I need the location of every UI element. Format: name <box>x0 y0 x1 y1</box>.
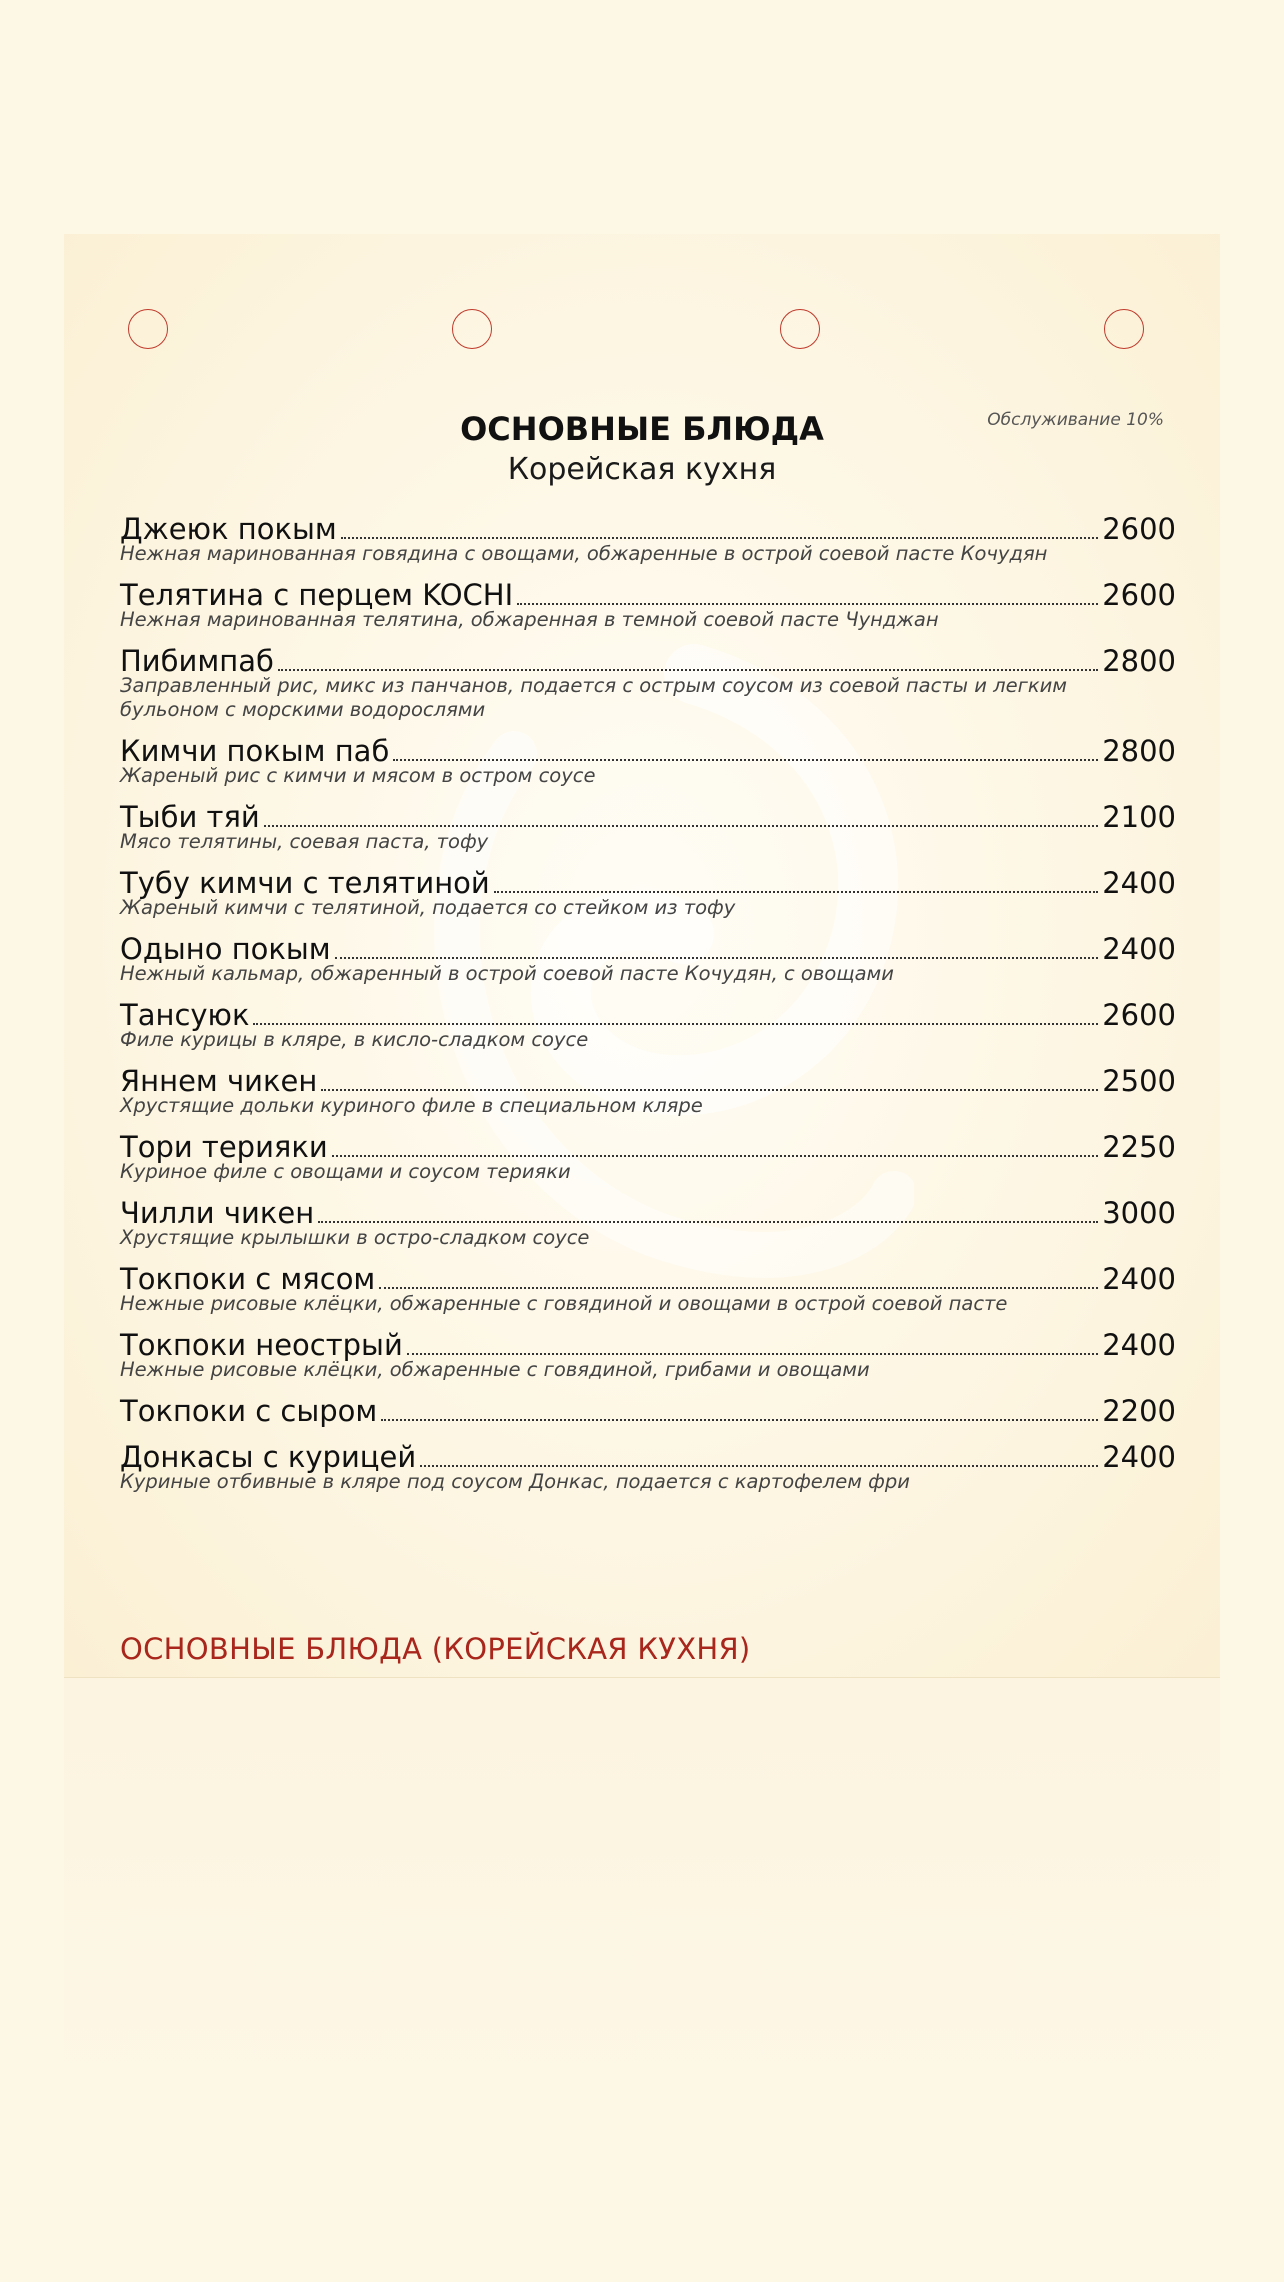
menu-item-price: 2400 <box>1102 1262 1176 1296</box>
dotted-leader <box>420 1465 1098 1467</box>
dotted-leader <box>393 759 1098 761</box>
page-bottom-area <box>64 1678 1220 2098</box>
menu-item-price: 2400 <box>1102 866 1176 900</box>
menu-item-line <box>120 866 1176 900</box>
menu-item-line <box>120 734 1176 768</box>
menu-item-name: Пибимпаб <box>120 644 274 678</box>
menu-item-description: Нежный кальмар, обжаренный в острой соевой пасте Кочудян, с овощами <box>120 962 894 985</box>
menu-item-name: Донкасы с курицей <box>120 1440 417 1474</box>
menu-item-price: 2500 <box>1102 1064 1176 1098</box>
dotted-leader <box>341 537 1098 539</box>
menu-item-line <box>120 932 1176 966</box>
menu-item-line <box>120 578 1176 612</box>
menu-item <box>120 578 1176 632</box>
dotted-leader <box>332 1155 1098 1157</box>
menu-item-name: Яннем чикен <box>120 1064 318 1098</box>
binder-hole <box>128 309 168 349</box>
menu-item-name: Тыби тяй <box>120 800 260 834</box>
menu-item-description: Нежные рисовые клёцки, обжаренные с говядиной и овощами в острой соевой пасте <box>120 1292 1008 1315</box>
menu-item-name: Одыно покым <box>120 932 331 966</box>
menu-item-description: Нежная маринованная телятина, обжаренная в темной соевой пасте Чунджан <box>120 608 939 631</box>
menu-item-line <box>120 1262 1176 1296</box>
menu-item-name: Токпоки с мясом <box>120 1262 376 1296</box>
menu-item <box>120 1440 1176 1494</box>
menu-item-name: Токпоки неострый <box>120 1328 403 1362</box>
menu-item-line <box>120 644 1176 678</box>
menu-item-price: 2400 <box>1102 932 1176 966</box>
service-charge-note: Обслуживание 10% <box>987 410 1164 430</box>
menu-item <box>120 1394 1176 1428</box>
menu-item-name: Чилли чикен <box>120 1196 315 1230</box>
menu-item <box>120 512 1176 566</box>
menu-item-name: Тансуюк <box>120 998 250 1032</box>
menu-item-price: 2600 <box>1102 998 1176 1032</box>
menu-item-line <box>120 800 1176 834</box>
menu-subtitle: Корейская кухня <box>507 452 777 487</box>
menu-item-description: Куриные отбивные в кляре под соусом Донкас, подается с картофелем фри <box>120 1470 910 1493</box>
dotted-leader <box>335 957 1098 959</box>
menu-item <box>120 1328 1176 1382</box>
menu-item-description: Хрустящие крылышки в остро-сладком соусе <box>120 1226 590 1249</box>
menu-item <box>120 734 1176 788</box>
menu-item-name: Кимчи покым паб <box>120 734 390 768</box>
menu-item-line <box>120 1440 1176 1474</box>
menu-item-description: Нежная маринованная говядина с овощами, обжаренные в острой соевой пасте Кочудян <box>120 542 1048 565</box>
menu-item-line <box>120 1196 1176 1230</box>
menu-item-price: 2400 <box>1102 1328 1176 1362</box>
menu-item-line <box>120 1130 1176 1164</box>
menu-item-price: 2250 <box>1102 1130 1176 1164</box>
menu-page <box>64 234 1220 1678</box>
menu-item-description: Жареный рис с кимчи и мясом в остром соусе <box>120 764 596 787</box>
menu-item-line <box>120 1064 1176 1098</box>
menu-item <box>120 1262 1176 1316</box>
menu-item-price: 2200 <box>1102 1394 1176 1428</box>
menu-item <box>120 866 1176 920</box>
menu-item-price: 2800 <box>1102 644 1176 678</box>
menu-item-description: Жареный кимчи с телятиной, подается со стейком из тофу <box>120 896 736 919</box>
menu-item-line <box>120 512 1176 546</box>
menu-item-description: Заправленный рис, микс из панчанов, подается с острым соусом из соевой пасты и легким бульоном с морскими водорослями <box>120 674 1068 721</box>
menu-item-price: 2600 <box>1102 512 1176 546</box>
dotted-leader <box>278 669 1098 671</box>
menu-item-price: 2800 <box>1102 734 1176 768</box>
dotted-leader <box>264 825 1098 827</box>
menu-item-price: 2400 <box>1102 1440 1176 1474</box>
menu-item-price: 3000 <box>1102 1196 1176 1230</box>
menu-items-list <box>120 512 1176 1506</box>
dotted-leader <box>494 891 1098 893</box>
menu-item-name: Тори терияки <box>120 1130 328 1164</box>
binder-hole <box>780 309 820 349</box>
menu-item <box>120 932 1176 986</box>
dotted-leader <box>381 1419 1098 1421</box>
menu-item-description: Хрустящие дольки куриного филе в специальном кляре <box>120 1094 703 1117</box>
menu-item-description: Нежные рисовые клёцки, обжаренные с говядиной, грибами и овощами <box>120 1358 870 1381</box>
menu-item <box>120 1196 1176 1250</box>
menu-item <box>120 800 1176 854</box>
menu-item-name: Токпоки с сыром <box>120 1394 378 1428</box>
menu-item-name: Тубу кимчи с телятиной <box>120 866 490 900</box>
menu-item-line <box>120 1394 1176 1428</box>
dotted-leader <box>517 603 1098 605</box>
menu-item-description: Мясо телятины, соевая паста, тофу <box>120 830 489 853</box>
menu-item <box>120 998 1176 1052</box>
menu-item-line <box>120 998 1176 1032</box>
menu-item <box>120 644 1176 722</box>
binder-hole <box>1104 309 1144 349</box>
menu-item <box>120 1130 1176 1184</box>
menu-item <box>120 1064 1176 1118</box>
menu-item-name: Телятина с перцем KOCHI <box>120 578 514 612</box>
dotted-leader <box>318 1221 1098 1223</box>
dotted-leader <box>253 1023 1098 1025</box>
menu-item-name: Джеюк покым <box>120 512 337 546</box>
menu-item-line <box>120 1328 1176 1362</box>
menu-item-description: Куриное филе с овощами и соусом терияки <box>120 1160 571 1183</box>
menu-item-price: 2100 <box>1102 800 1176 834</box>
menu-item-price: 2600 <box>1102 578 1176 612</box>
dotted-leader <box>407 1353 1098 1355</box>
binder-hole <box>452 309 492 349</box>
dotted-leader <box>321 1089 1098 1091</box>
menu-title: ОСНОВНЫЕ БЛЮДА <box>460 410 824 448</box>
section-footer-heading: ОСНОВНЫЕ БЛЮДА (КОРЕЙСКАЯ КУХНЯ) <box>120 1632 751 1666</box>
menu-item-description: Филе курицы в кляре, в кисло-сладком соусе <box>120 1028 589 1051</box>
dotted-leader <box>379 1287 1098 1289</box>
